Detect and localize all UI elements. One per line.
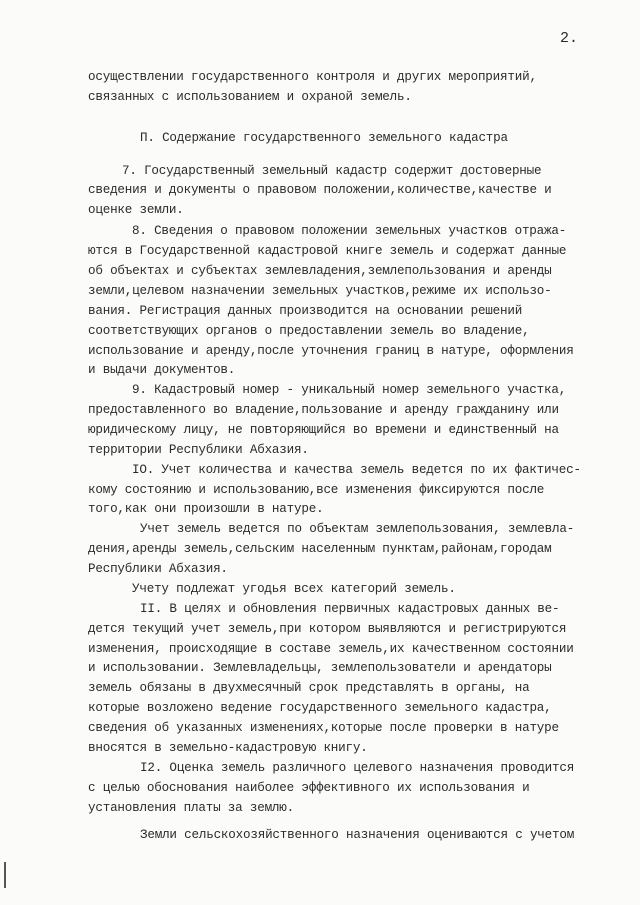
text-line: II. В целях и обновления первичных кадастровых данных ве- xyxy=(140,602,560,616)
text-line: дется текущий учет земель,при котором выявляются и регистрируются xyxy=(88,622,567,636)
text-line: вания. Регистрация данных производится на основании решений xyxy=(88,304,523,318)
text-line: Земли сельскохозяйственного назначения оцениваются с учетом xyxy=(140,828,575,842)
text-line: с целью обоснования наиболее эффективного их использования и xyxy=(88,781,530,795)
text-line: изменения, происходящие в составе земель,их качественном состоянии xyxy=(88,642,574,656)
text-line: оценке земли. xyxy=(88,203,184,217)
text-line: I2. Оценка земель различного целевого назначения проводится xyxy=(140,761,575,775)
text-line: кому состоянию и использованию,все изменения фиксируются после xyxy=(88,483,545,497)
text-line: осуществлении государственного контроля и других мероприятий, xyxy=(88,70,537,84)
text-line: 9. Кадастровый номер - уникальный номер земельного участка, xyxy=(132,383,567,397)
text-line: IO. Учет количества и качества земель ведется по их фактичес- xyxy=(132,463,581,477)
text-line: использование и аренду,после уточнения границ в натуре, оформления xyxy=(88,344,574,358)
text-line: сведения и документы о правовом положении,количестве,качестве и xyxy=(88,183,552,197)
margin-mark xyxy=(4,862,6,888)
text-line: земли,целевом назначении земельных участков,режиме их использо- xyxy=(88,284,552,298)
text-line: 8. Сведения о правовом положении земельных участков отража- xyxy=(132,224,567,238)
text-line: вносятся в земельно-кадастровую книгу. xyxy=(88,741,368,755)
text-line: юридическому лицу, не повторяющийся во времени и единственный на xyxy=(88,423,559,437)
text-line: 7. Государственный земельный кадастр содержит достоверные xyxy=(122,164,542,178)
text-line: соответствующих органов о предоставлении земель во владение, xyxy=(88,324,530,338)
text-line: сведения об указанных изменениях,которые после проверки в натуре xyxy=(88,721,559,735)
text-line: того,как они произошли в натуре. xyxy=(88,502,324,516)
section-heading: П. Содержание государственного земельного кадастра xyxy=(140,131,508,145)
text-line: и выдачи документов. xyxy=(88,363,236,377)
text-line: территории Республики Абхазия. xyxy=(88,443,309,457)
text-line: Республики Абхазия. xyxy=(88,562,228,576)
text-line: предоставленного во владение,пользование и аренду гражданину или xyxy=(88,403,559,417)
text-line: установления платы за землю. xyxy=(88,801,295,815)
text-line: связанных с использованием и охраной земель. xyxy=(88,90,412,104)
text-line: Учету подлежат угодья всех категорий земель. xyxy=(132,582,456,596)
text-line: которые возложено ведение государственного земельного кадастра, xyxy=(88,701,552,715)
text-line: земель обязаны в двухмесячный срок представлять в органы, на xyxy=(88,681,530,695)
text-line: Учет земель ведется по объектам землепользования, землевла- xyxy=(140,522,575,536)
text-line: дения,аренды земель,сельским населенным пунктам,районам,городам xyxy=(88,542,552,556)
text-line: и использовании. Землевладельцы, землепользователи и арендаторы xyxy=(88,661,552,675)
text-line: об объектах и субъектах землевладения,землепользования и аренды xyxy=(88,264,552,278)
page-number: 2. xyxy=(560,30,579,47)
text-line: ются в Государственной кадастровой книге земель и содержат данные xyxy=(88,244,567,258)
